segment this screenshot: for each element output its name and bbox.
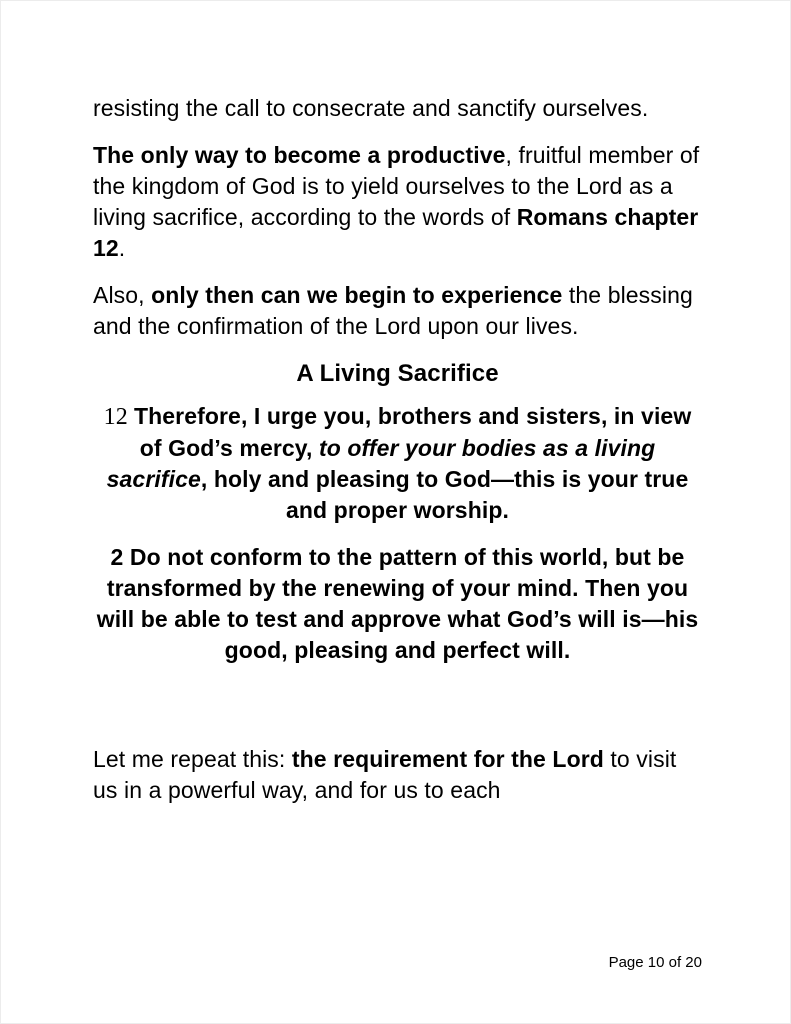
paragraph-also (93, 280, 702, 342)
paragraph-only-way (93, 140, 702, 264)
text-run: . (118, 235, 126, 261)
text-run: A Living Sacrifice (296, 360, 499, 387)
document-body (93, 93, 702, 822)
text-run: , holy and pleasing to God—this is your true and proper worship. (200, 466, 689, 523)
scripture-verse-12 (93, 401, 702, 526)
scripture-verse-2 (93, 542, 702, 666)
text-run: 2 Do not conform to the pattern of this world, but be transformed by the renewing of your mind. Then you will be able to test and approve what God’s will is—his good, pleasing and perfect will. (96, 544, 699, 663)
paragraph-repeat (93, 744, 702, 806)
text-run: Romans chapter 12 (93, 204, 699, 261)
text-run: the requirement for the Lord (291, 746, 604, 772)
text-run: Also, (93, 282, 152, 308)
text-run: resisting the call to consecrate and sanctify ourselves. (93, 95, 649, 121)
text-run: the blessing and the confirmation of the Lord upon our lives. (93, 282, 693, 339)
text-run: , fruitful member of the kingdom of God is to yield ourselves to the Lord as a living sacrifice, according to the words of (93, 142, 700, 230)
text-run: to visit us in a powerful way, and for us to each (93, 746, 677, 803)
paragraph-consecrate (93, 93, 702, 124)
heading-a-living-sacrifice (93, 358, 702, 389)
text-run: The only way to become a productive (93, 142, 506, 168)
text-run: Therefore, I urge you, brothers and sisters, in view of God’s mercy, (133, 403, 692, 461)
page-number: Page 10 of 20 (608, 954, 702, 971)
text-run: Let me repeat this: (93, 746, 292, 772)
text-run: to offer your bodies as a living sacrifice (106, 435, 656, 492)
text-run: 12 (103, 404, 134, 430)
text-run: only then can we begin to experience (151, 282, 563, 308)
